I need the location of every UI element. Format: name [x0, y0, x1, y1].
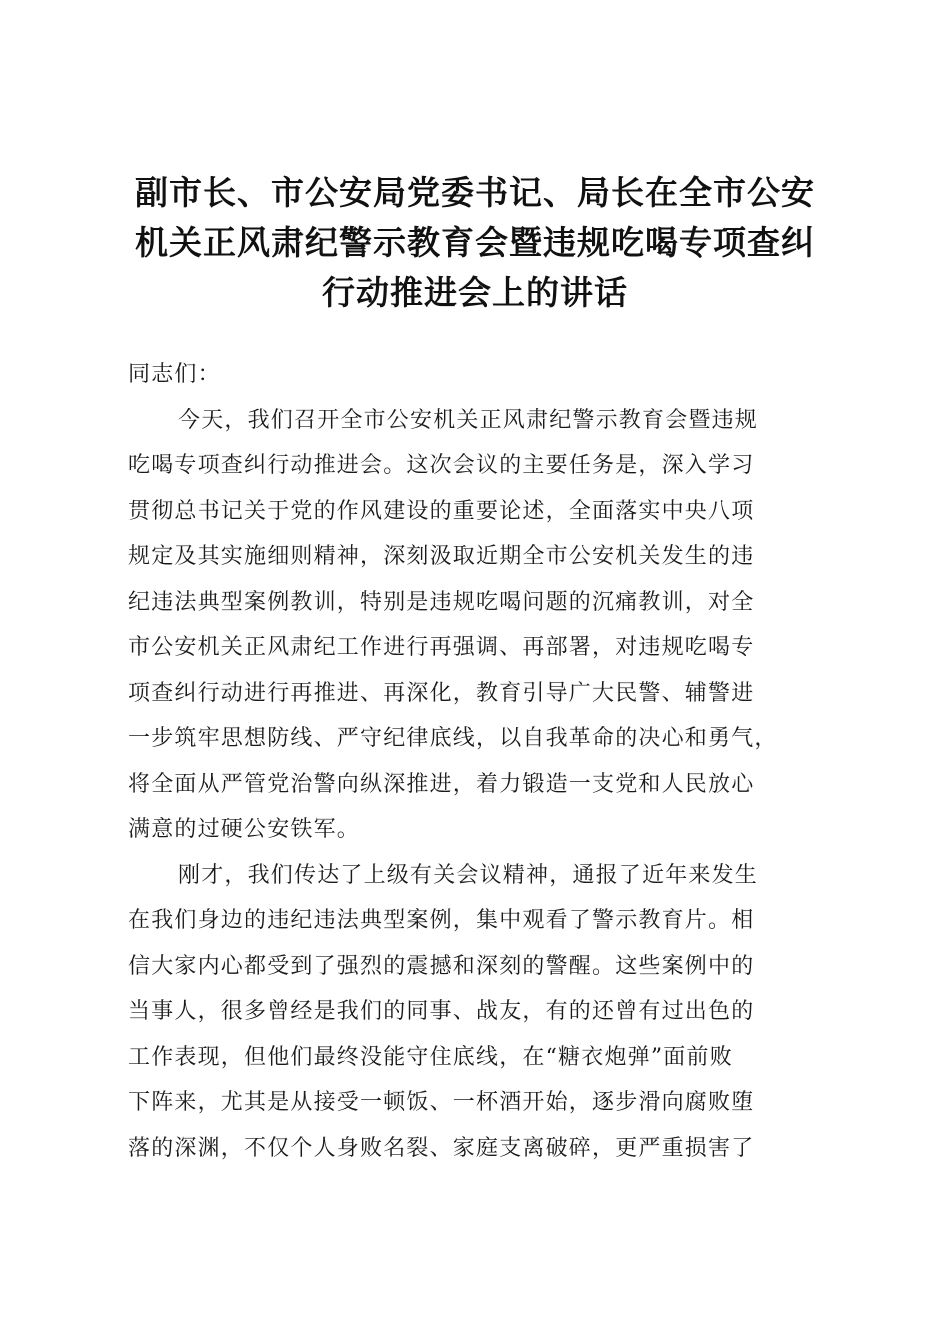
title-line: 行动推进会上的讲话 [322, 273, 628, 312]
salutation: 同志们： [128, 362, 221, 387]
paragraph-line: 吃喝专项查纠行动推进会。这次会议的主要任务是，深入学习 [128, 453, 755, 478]
paragraph-line: 在我们身边的违纪违法典型案例，集中观看了警示教育片。相 [128, 908, 755, 933]
paragraph-line: 信大家内心都受到了强烈的震撼和深刻的警醒。这些案例中的 [128, 953, 755, 979]
paragraph-1 [128, 398, 828, 853]
paragraph-line: 一步筑牢思想防线、严守纪律底线，以自我革命的决心和勇气， [128, 726, 778, 751]
paragraph-line: 刚才，我们传达了上级有关会议精神，通报了近年来发生 [178, 862, 759, 888]
paragraph-line: 满意的过硬公安铁军。 [128, 817, 361, 842]
paragraph-line: 下阵来，尤其是从接受一顿饭、一杯酒开始，逐步滑向腐败堕 [128, 1090, 755, 1115]
paragraph-line: 贯彻总书记关于党的作风建设的重要论述，全面落实中央八项 [128, 498, 755, 524]
paragraph-line: 项查纠行动进行再推进、再深化，教育引导广大民警、辅警进 [128, 680, 755, 706]
paragraph-line: 规定及其实施细则精神，深刻汲取近期全市公安机关发生的违 [128, 544, 755, 569]
paragraph-2 [128, 853, 828, 1172]
document-title [100, 168, 850, 318]
title-line: 副市长、市公安局党委书记、局长在全市公安 [135, 173, 815, 212]
paragraph-line: 今天，我们召开全市公安机关正风肃纪警示教育会暨违规 [178, 407, 759, 433]
paragraph-line: 将全面从严管党治警向纵深推进，着力锻造一支党和人民放心 [128, 771, 755, 797]
paragraph-line: 纪违法典型案例教训，特别是违规吃喝问题的沉痛教训，对全 [128, 589, 755, 615]
document-body [128, 352, 828, 1171]
paragraph-line: 当事人，很多曾经是我们的同事、战友，有的还曾有过出色的 [128, 999, 755, 1024]
paragraph-line: 落的深渊，不仅个人身败名裂、家庭支离破碎，更严重损害了 [128, 1135, 755, 1161]
paragraph-line: 工作表现，但他们最终没能守住底线，在“糖衣炮弹”面前败 [128, 1044, 733, 1070]
title-line: 机关正风肃纪警示教育会暨违规吃喝专项查纠 [135, 223, 815, 262]
paragraph-line: 市公安机关正风肃纪工作进行再强调、再部署，对违规吃喝专 [128, 635, 755, 660]
